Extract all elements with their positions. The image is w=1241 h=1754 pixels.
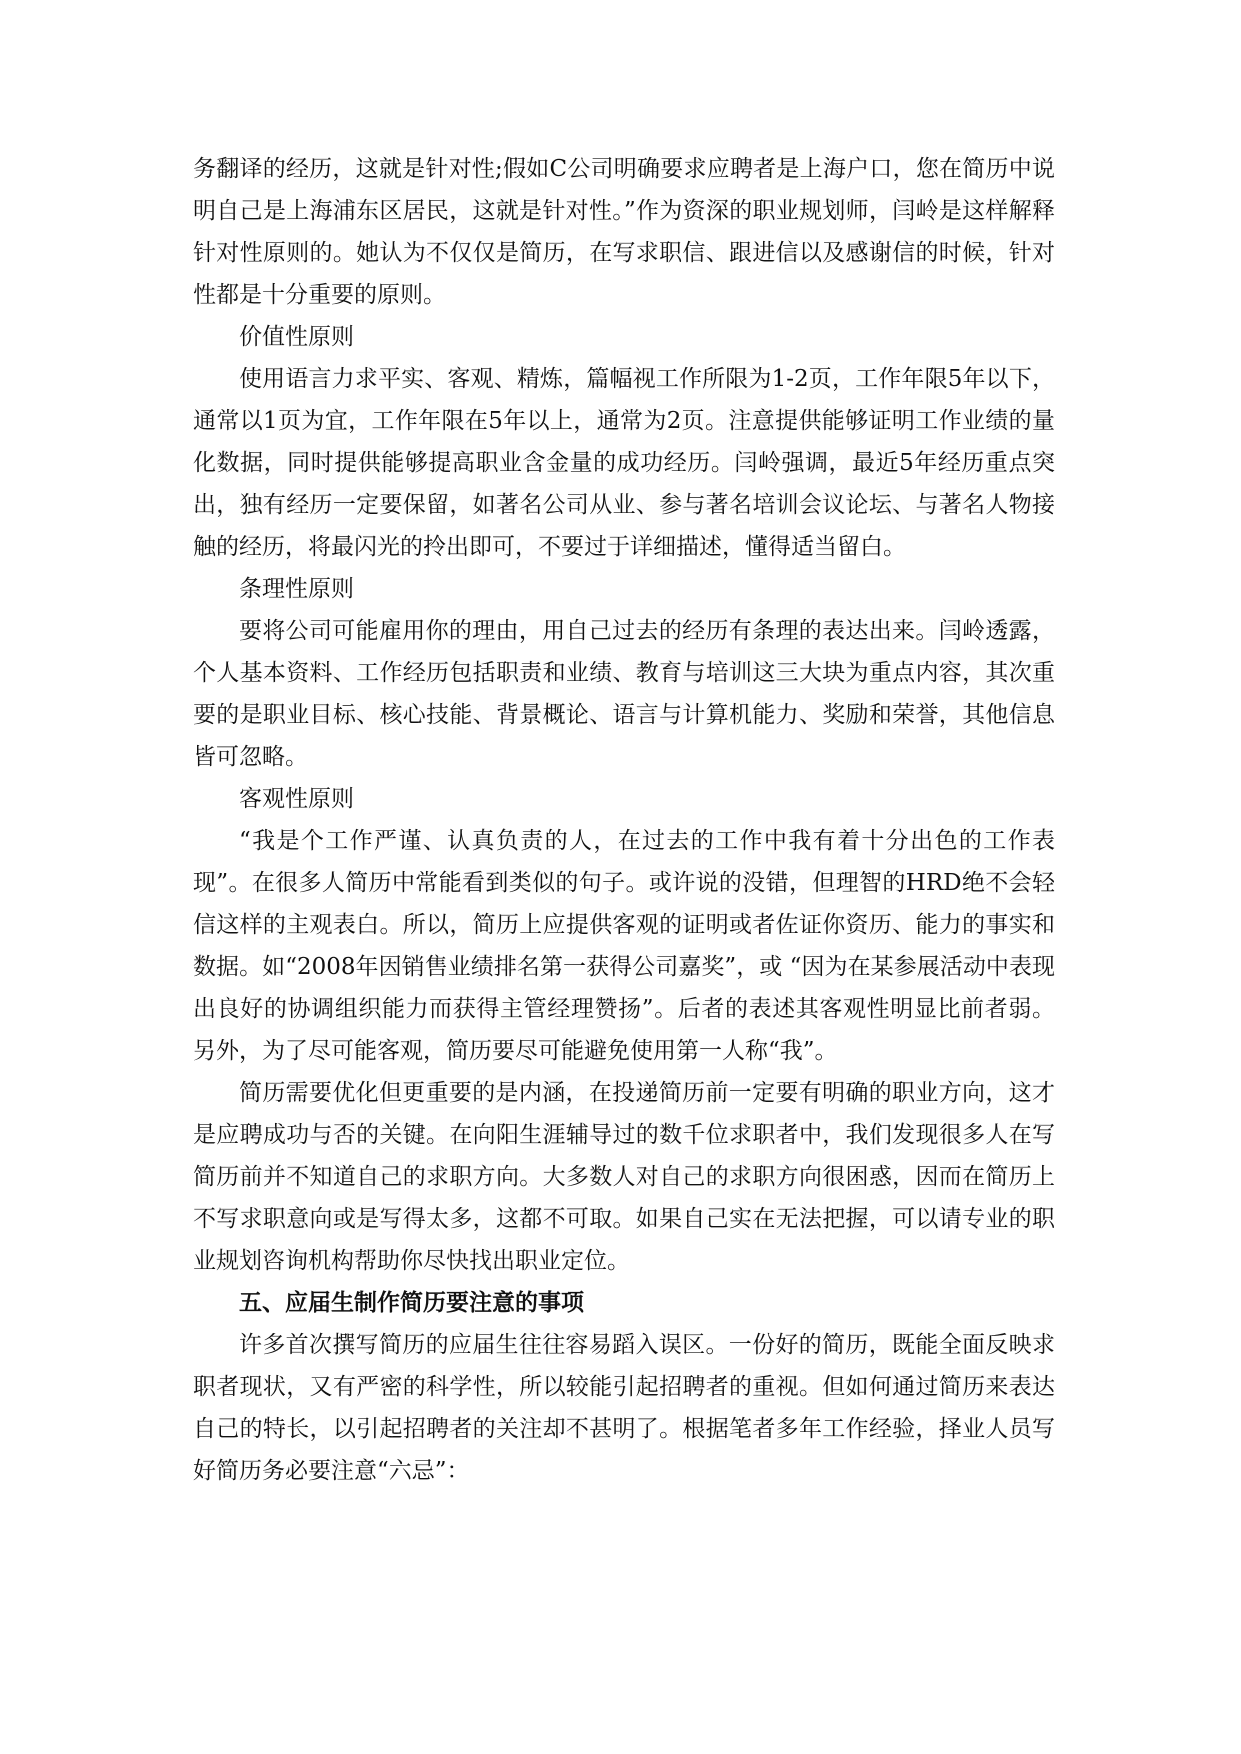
body-paragraph: 简历需要优化但更重要的是内涵，在投递简历前一定要有明确的职业方向，这才是应聘成功与否的关键。在向阳生涯辅导过的数千位求职者中，我们发现很多人在写简历前并不知道自己的求职方向。大多数人对自己的求职方向很困惑，因而在简历上不写求职意向或是写得太多，这都不可取。如果自己实在无法把握，可以请专业的职业规划咨询机构帮助你尽快找出职业定位。 xyxy=(193,1080,1055,1274)
subheading-objectivity-principle: 客观性原则 xyxy=(239,786,354,812)
body-paragraph-continued: 务翻译的经历，这就是针对性;假如C公司明确要求应聘者是上海户口，您在简历中说明自己是上海浦东区居民，这就是针对性。”作为资深的职业规划师，闫岭是这样解释针对性原则的。她认为不仅仅是简历，在写求职信、跟进信以及感谢信的时候，针对性都是十分重要的原则。 xyxy=(193,156,1055,308)
body-paragraph: 使用语言力求平实、客观、精炼，篇幅视工作所限为1-2页，工作年限5年以下，通常以1页为宜，工作年限在5年以上，通常为2页。注意提供能够证明工作业绩的量化数据，同时提供能够提高职业含金量的成功经历。闫岭强调，最近5年经历重点突出，独有经历一定要保留，如著名公司从业、参与著名培训会议论坛、与著名人物接触的经历，将最闪光的拎出即可，不要过于详细描述，懂得适当留白。 xyxy=(193,366,1055,560)
body-paragraph: 要将公司可能雇用你的理由，用自己过去的经历有条理的表达出来。闫岭透露，个人基本资料、工作经历包括职责和业绩、教育与培训这三大块为重点内容，其次重要的是职业目标、核心技能、背景概论、语言与计算机能力、奖励和荣誉，其他信息皆可忽略。 xyxy=(193,618,1055,770)
body-paragraph: 许多首次撰写简历的应届生往往容易蹈入误区。一份好的简历，既能全面反映求职者现状，又有严密的科学性，所以较能引起招聘者的重视。但如何通过简历来表达自己的特长，以引起招聘者的关注却不甚明了。根据笔者多年工作经验，择业人员写好简历务必要注意“六忌”： xyxy=(193,1332,1055,1484)
subheading-value-principle: 价值性原则 xyxy=(239,324,354,350)
body-paragraph: “我是个工作严谨、认真负责的人，在过去的工作中我有着十分出色的工作表现”。在很多人简历中常能看到类似的句子。或许说的没错，但理智的HRD绝不会轻信这样的主观表白。所以，简历上应提供客观的证明或者佐证你资历、能力的事实和数据。如“2008年因销售业绩排名第一获得公司嘉奖”，或 “因为在某参展活动中表现出良好的协调组织能力而获得主管经理赞扬”。后者的表述其客观性明显比前者弱。另外，为了尽可能客观，简历要尽可能避免使用第一人称“我”。 xyxy=(193,828,1055,1064)
document-page xyxy=(193,148,1055,1492)
section-heading: 五、应届生制作简历要注意的事项 xyxy=(239,1289,584,1316)
subheading-order-principle: 条理性原则 xyxy=(239,576,354,602)
